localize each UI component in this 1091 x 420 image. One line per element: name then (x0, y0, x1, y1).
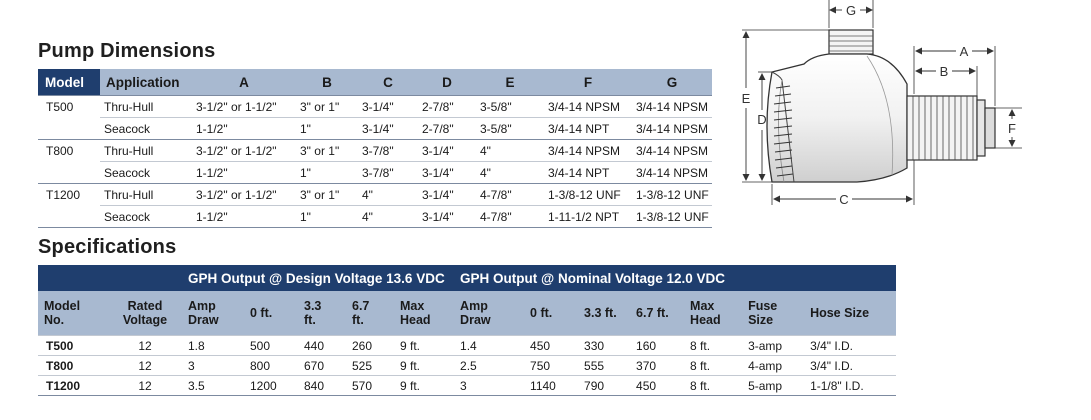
spec-cell: 12 (108, 356, 182, 376)
spec-column-header-line2: Voltage (122, 313, 168, 327)
dimension-b (916, 64, 977, 98)
dimensions-cell-e: 4" (476, 140, 544, 162)
dimension-f (995, 108, 1022, 148)
spec-cell: 450 (524, 336, 578, 356)
dimensions-cell-f: 3/4-14 NPT (544, 118, 632, 140)
spec-cell: 330 (578, 336, 630, 356)
dimensions-cell-c: 3-7/8" (358, 140, 418, 162)
spec-column-header-line1: Fuse (748, 299, 778, 313)
specifications-table (38, 265, 896, 396)
spec-column-header-line1: Model (44, 299, 81, 313)
spec-cell: 8 ft. (684, 376, 742, 396)
dimensions-cell-g: 3/4-14 NPSM (632, 96, 712, 118)
dimensions-cell-g: 3/4-14 NPSM (632, 118, 712, 140)
label-a: A (959, 44, 969, 59)
spec-column-header-line2: No. (44, 313, 65, 327)
spec-cell: 1200 (244, 376, 298, 396)
dimensions-cell-f: 3/4-14 NPSM (544, 96, 632, 118)
spec-column-header (38, 291, 108, 336)
dimensions-cell-g: 3/4-14 NPSM (632, 140, 712, 162)
spec-group-header-row (38, 265, 896, 291)
column-header-g: G (632, 69, 712, 96)
spec-column-header (684, 291, 742, 336)
column-header-b: B (296, 69, 358, 96)
group-header-blank-end (742, 265, 896, 291)
dimensions-cell-a: 1-1/2" (192, 162, 296, 184)
spec-column-header-line2: Size (748, 313, 774, 327)
column-header-e: E (476, 69, 544, 96)
spec-cell: 3/4" I.D. (804, 356, 896, 376)
spec-cell: 160 (630, 336, 684, 356)
dimensions-cell-e: 3-5/8" (476, 96, 544, 118)
spec-cell: 4-amp (742, 356, 804, 376)
spec-column-header-line1: 3.3 ft. (584, 306, 617, 320)
spec-column-header (394, 291, 454, 336)
dimensions-cell-model (38, 118, 100, 140)
spec-cell: 3 (454, 376, 524, 396)
dimensions-cell-application: Thru-Hull (100, 140, 192, 162)
dimensions-row (38, 96, 712, 118)
dimensions-cell-application: Seacock (100, 162, 192, 184)
dimensions-cell-d: 3-1/4" (418, 206, 476, 228)
dimensions-cell-f: 3/4-14 NPT (544, 162, 632, 184)
dimensions-cell-a: 3-1/2" or 1-1/2" (192, 96, 296, 118)
dimension-g (829, 0, 873, 28)
spec-column-header-line2: Draw (460, 313, 491, 327)
column-header-c: C (358, 69, 418, 96)
spec-column-header-line1: 0 ft. (250, 306, 273, 320)
specifications-title: Specifications (38, 236, 177, 258)
column-header-d: D (418, 69, 476, 96)
label-f: F (1008, 121, 1016, 136)
spec-column-header-line2: Head (690, 313, 721, 327)
dimensions-cell-application: Seacock (100, 206, 192, 228)
label-d: D (757, 112, 767, 127)
spec-cell-model: T800 (38, 356, 108, 376)
spec-column-header-line2: ft. (352, 313, 364, 327)
spec-column-header (454, 291, 524, 336)
dimensions-cell-f: 1-3/8-12 UNF (544, 184, 632, 206)
dimensions-cell-d: 2-7/8" (418, 118, 476, 140)
spec-column-header (742, 291, 804, 336)
dimensions-cell-application: Seacock (100, 118, 192, 140)
spec-column-header-line2: ft. (304, 313, 316, 327)
spec-column-header (578, 291, 630, 336)
spec-cell: 790 (578, 376, 630, 396)
dimensions-cell-a: 3-1/2" or 1-1/2" (192, 184, 296, 206)
spec-cell: 525 (346, 356, 394, 376)
pump-dimension-diagram (732, 0, 1032, 215)
spec-cell: 3.5 (182, 376, 244, 396)
spec-column-header (298, 291, 346, 336)
spec-row (38, 336, 896, 356)
group-header-blank (38, 265, 182, 291)
dimensions-cell-b: 1" (296, 206, 358, 228)
dimensions-cell-b: 3" or 1" (296, 140, 358, 162)
spec-cell: 12 (108, 376, 182, 396)
spec-cell: 9 ft. (394, 376, 454, 396)
dimensions-cell-b: 1" (296, 118, 358, 140)
spec-column-header-line1: Hose Size (810, 306, 870, 320)
dimensions-cell-a: 3-1/2" or 1-1/2" (192, 140, 296, 162)
spec-cell: 2.5 (454, 356, 524, 376)
dimensions-cell-b: 1" (296, 162, 358, 184)
dimensions-cell-f: 1-11-1/2 NPT (544, 206, 632, 228)
dimensions-cell-model: T1200 (38, 184, 100, 206)
spec-column-header (108, 291, 182, 336)
dimensions-row (38, 184, 712, 206)
spec-cell: 8 ft. (684, 336, 742, 356)
spec-cell: 5-amp (742, 376, 804, 396)
dimensions-cell-g: 1-3/8-12 UNF (632, 206, 712, 228)
outlet-port-shape (829, 30, 873, 54)
spec-cell: 1-1/8" I.D. (804, 376, 896, 396)
spec-column-header-row (38, 291, 896, 336)
dimensions-cell-a: 1-1/2" (192, 118, 296, 140)
spec-column-header-line1: Rated (127, 299, 163, 313)
spec-cell: 800 (244, 356, 298, 376)
spec-column-header-line1: 0 ft. (530, 306, 553, 320)
dimensions-cell-c: 3-7/8" (358, 162, 418, 184)
dimensions-cell-b: 3" or 1" (296, 96, 358, 118)
spec-column-header (244, 291, 298, 336)
spec-column-header-line1: Max (400, 299, 425, 313)
dimensions-cell-d: 3-1/4" (418, 140, 476, 162)
spec-cell: 3-amp (742, 336, 804, 356)
spec-cell: 670 (298, 356, 346, 376)
spec-cell-model: T500 (38, 336, 108, 356)
spec-column-header (346, 291, 394, 336)
spec-column-header-line1: Amp (188, 299, 216, 313)
spec-column-header-line1: 3.3 (304, 299, 322, 313)
spec-cell: 370 (630, 356, 684, 376)
pump-dimensions-title: Pump Dimensions (38, 40, 216, 62)
dimensions-cell-c: 3-1/4" (358, 118, 418, 140)
dimensions-cell-b: 3" or 1" (296, 184, 358, 206)
dimensions-cell-e: 3-5/8" (476, 118, 544, 140)
dimensions-row (38, 206, 712, 228)
dimensions-cell-application: Thru-Hull (100, 96, 192, 118)
spec-column-header (524, 291, 578, 336)
dimensions-cell-c: 3-1/4" (358, 96, 418, 118)
spec-cell: 750 (524, 356, 578, 376)
dimensions-cell-model (38, 162, 100, 184)
spec-cell: 1.4 (454, 336, 524, 356)
spec-column-header-line1: 6.7 ft. (636, 306, 669, 320)
column-header-a: A (192, 69, 296, 96)
spec-cell: 9 ft. (394, 336, 454, 356)
label-e: E (741, 91, 751, 106)
spec-cell: 450 (630, 376, 684, 396)
spec-column-header-line2: Draw (188, 313, 219, 327)
spec-cell: 570 (346, 376, 394, 396)
pump-dimensions-table (38, 69, 712, 228)
spec-cell: 440 (298, 336, 346, 356)
spec-cell: 12 (108, 336, 182, 356)
label-g: G (845, 3, 857, 18)
spec-cell: 9 ft. (394, 356, 454, 376)
column-header-model: Model (38, 69, 100, 96)
spec-cell: 3/4" I.D. (804, 336, 896, 356)
dimensions-cell-e: 4-7/8" (476, 206, 544, 228)
spec-column-header-line1: Max (690, 299, 715, 313)
spec-cell: 260 (346, 336, 394, 356)
column-header-application: Application (100, 69, 192, 96)
dimensions-cell-f: 3/4-14 NPSM (544, 140, 632, 162)
dimensions-row (38, 140, 712, 162)
group-header-design-voltage: GPH Output @ Design Voltage 13.6 VDC (182, 265, 454, 291)
dimensions-row (38, 162, 712, 184)
dimensions-cell-a: 1-1/2" (192, 206, 296, 228)
pump-body-shape (767, 54, 907, 182)
spec-cell: 840 (298, 376, 346, 396)
dimensions-cell-model: T800 (38, 140, 100, 162)
dimensions-header-row (38, 69, 712, 96)
dimensions-cell-model: T500 (38, 96, 100, 118)
spec-column-header-line2: Head (400, 313, 431, 327)
spec-row (38, 356, 896, 376)
spec-column-header (804, 291, 896, 336)
spec-cell: 555 (578, 356, 630, 376)
dimensions-cell-c: 4" (358, 184, 418, 206)
label-b: B (939, 64, 949, 79)
dimensions-cell-d: 3-1/4" (418, 184, 476, 206)
dimensions-row (38, 118, 712, 140)
dimensions-cell-e: 4" (476, 162, 544, 184)
spec-cell: 3 (182, 356, 244, 376)
dimensions-cell-g: 1-3/8-12 UNF (632, 184, 712, 206)
dimensions-cell-g: 3/4-14 NPSM (632, 162, 712, 184)
dimensions-cell-application: Thru-Hull (100, 184, 192, 206)
group-header-nominal-voltage: GPH Output @ Nominal Voltage 12.0 VDC (454, 265, 742, 291)
spec-column-header-line1: Amp (460, 299, 488, 313)
dimensions-cell-d: 2-7/8" (418, 96, 476, 118)
spec-column-header-line1: 6.7 (352, 299, 370, 313)
dimensions-cell-model (38, 206, 100, 228)
dimensions-cell-c: 4" (358, 206, 418, 228)
dimensions-cell-d: 3-1/4" (418, 162, 476, 184)
spec-cell: 500 (244, 336, 298, 356)
spec-cell: 1140 (524, 376, 578, 396)
spec-column-header (630, 291, 684, 336)
spec-row (38, 376, 896, 396)
dimensions-cell-e: 4-7/8" (476, 184, 544, 206)
spec-cell: 1.8 (182, 336, 244, 356)
spec-cell-model: T1200 (38, 376, 108, 396)
column-header-f: F (544, 69, 632, 96)
thru-hull-fitting-shape (907, 96, 995, 160)
spec-cell: 8 ft. (684, 356, 742, 376)
spec-column-header (182, 291, 244, 336)
label-c: C (839, 192, 849, 207)
